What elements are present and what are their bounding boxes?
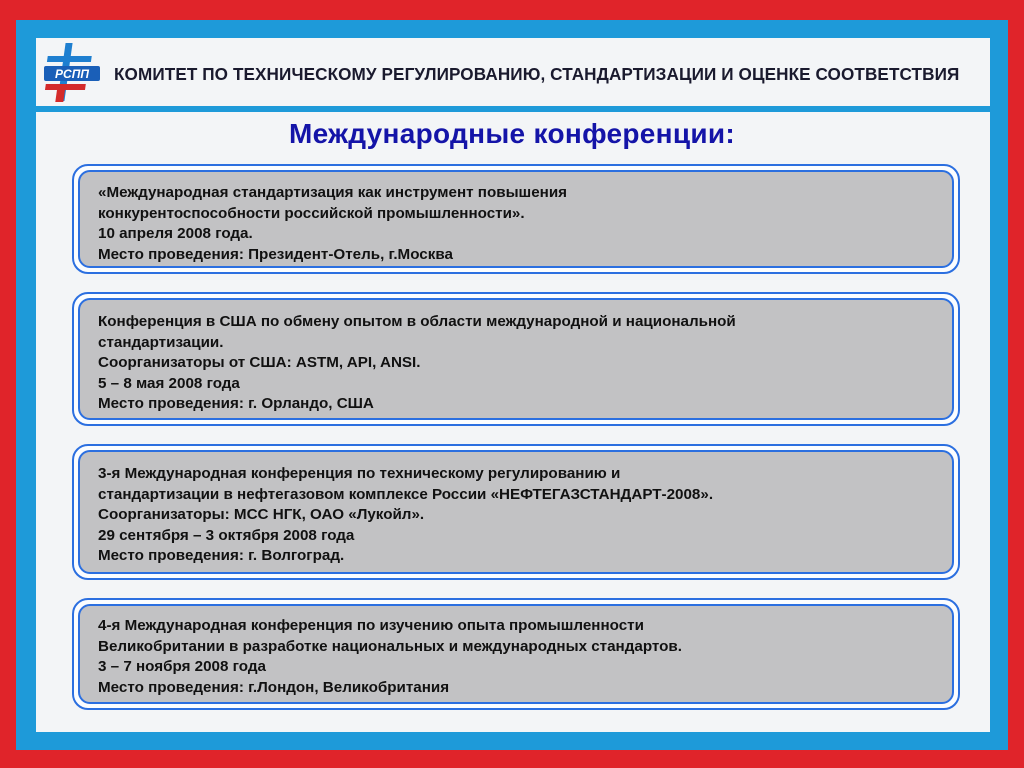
- conference-card-4: [72, 598, 960, 710]
- page-title: Международные конференции:: [288, 118, 736, 149]
- conference-3-line-4: 29 сентября – 3 октября 2008 года: [98, 526, 355, 544]
- conference-1-line-1: «Международная стандартизация как инструмент повышения: [98, 184, 568, 201]
- conference-3-line-3: Соорганизаторы: МСС НГК, ОАО «Лукойл».: [98, 506, 425, 524]
- logo-text: РСПП: [55, 67, 89, 81]
- conference-card-3: [72, 444, 960, 580]
- conference-3-line-5: Место проведения: г. Волгоград.: [98, 547, 345, 565]
- conference-1-line-3: 10 апреля 2008 года.: [98, 225, 253, 243]
- conference-2-line-5: Место проведения: г. Орландо, США: [98, 395, 374, 413]
- conference-card-1: [72, 164, 960, 274]
- conference-4-line-2: Великобритании в разработке национальных и международных стандартов.: [98, 637, 682, 655]
- conference-3-line-2: стандартизации в нефтегазовом комплексе России «НЕФТЕГАЗСТАНДАРТ-2008».: [98, 485, 714, 503]
- header-bar: [36, 38, 990, 106]
- conference-4-line-3: 3 – 7 ноября 2008 года: [98, 658, 266, 676]
- conference-4-line-1: 4-я Международная конференция по изучению опыта промышленности: [98, 617, 644, 634]
- conference-1-line-4: Место проведения: Президент-Отель, г.Москва: [98, 245, 453, 263]
- conference-2-line-3: Соорганизаторы от США: ASTM, API, ANSI.: [98, 354, 421, 372]
- conference-2-line-4: 5 – 8 мая 2008 года: [98, 374, 240, 392]
- conference-4-line-4: Место проведения: г.Лондон, Великобритания: [98, 678, 450, 696]
- conference-card-2: [72, 292, 960, 426]
- rspp-logo: [40, 40, 102, 104]
- conference-1-line-2: конкурентоспособности российской промышленности».: [98, 204, 525, 222]
- conference-3-line-1: 3-я Международная конференция по техническому регулированию и: [98, 465, 621, 482]
- conference-2-line-1: Конференция в США по обмену опытом в области международной и национальной: [98, 313, 736, 330]
- header-title: КОМИТЕТ ПО ТЕХНИЧЕСКОМУ РЕГУЛИРОВАНИЮ, СТАНДАРТИЗАЦИИ И ОЦЕНКЕ СООТВЕТСТВИЯ: [114, 64, 960, 84]
- conference-2-line-2: стандартизации.: [98, 333, 224, 351]
